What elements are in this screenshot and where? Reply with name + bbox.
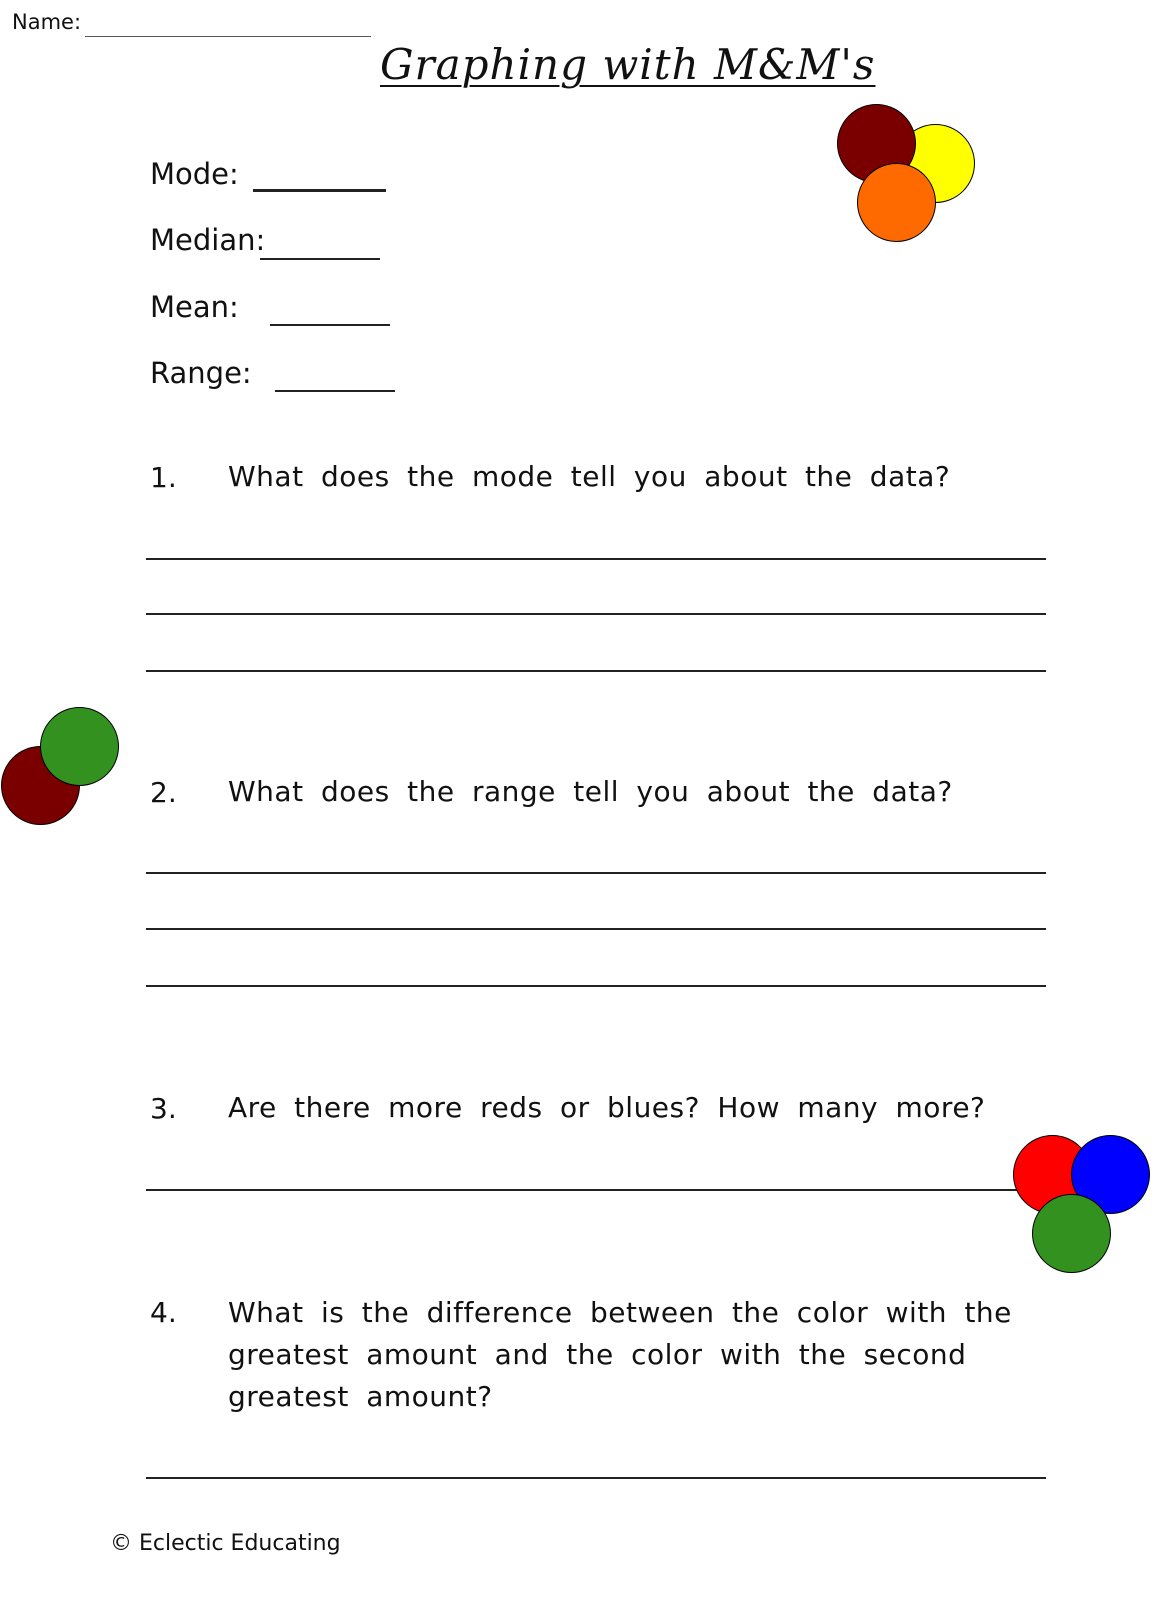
question-2-number: 2. (150, 776, 177, 809)
mode-label: Mode: (150, 157, 239, 191)
copyright-notice: © Eclectic Educating (110, 1531, 341, 1556)
median-answer-line[interactable] (260, 258, 380, 260)
question-1-number: 1. (150, 461, 177, 494)
name-input-line[interactable] (85, 36, 371, 37)
mean-answer-line[interactable] (270, 324, 390, 326)
mode-answer-line[interactable] (253, 189, 386, 192)
question-1-text: What does the mode tell you about the data? (228, 460, 951, 493)
range-label: Range: (150, 356, 252, 390)
question-4-text: What is the difference between the color with the greatest amount and the color with the second greatest amount? (228, 1296, 1012, 1413)
range-answer-line[interactable] (275, 390, 395, 392)
orange-candy-icon (857, 163, 936, 242)
question-3-text: Are there more reds or blues? How many more? (228, 1091, 986, 1124)
worksheet-title: Graphing with M&M's (380, 40, 876, 89)
green-candy-icon (1032, 1194, 1111, 1273)
question-4-number: 4. (150, 1296, 177, 1329)
mean-label: Mean: (150, 290, 239, 324)
median-label: Median: (150, 223, 266, 257)
answer-line[interactable] (146, 985, 1046, 987)
answer-line[interactable] (146, 1189, 1046, 1191)
answer-line[interactable] (146, 872, 1046, 874)
answer-line[interactable] (146, 928, 1046, 930)
question-2-text: What does the range tell you about the data? (228, 775, 953, 808)
name-label: Name: (12, 10, 82, 34)
answer-line[interactable] (146, 558, 1046, 560)
answer-line[interactable] (146, 613, 1046, 615)
green-candy-icon (40, 707, 119, 786)
question-3-number: 3. (150, 1092, 177, 1125)
answer-line[interactable] (146, 670, 1046, 672)
answer-line[interactable] (146, 1477, 1046, 1479)
